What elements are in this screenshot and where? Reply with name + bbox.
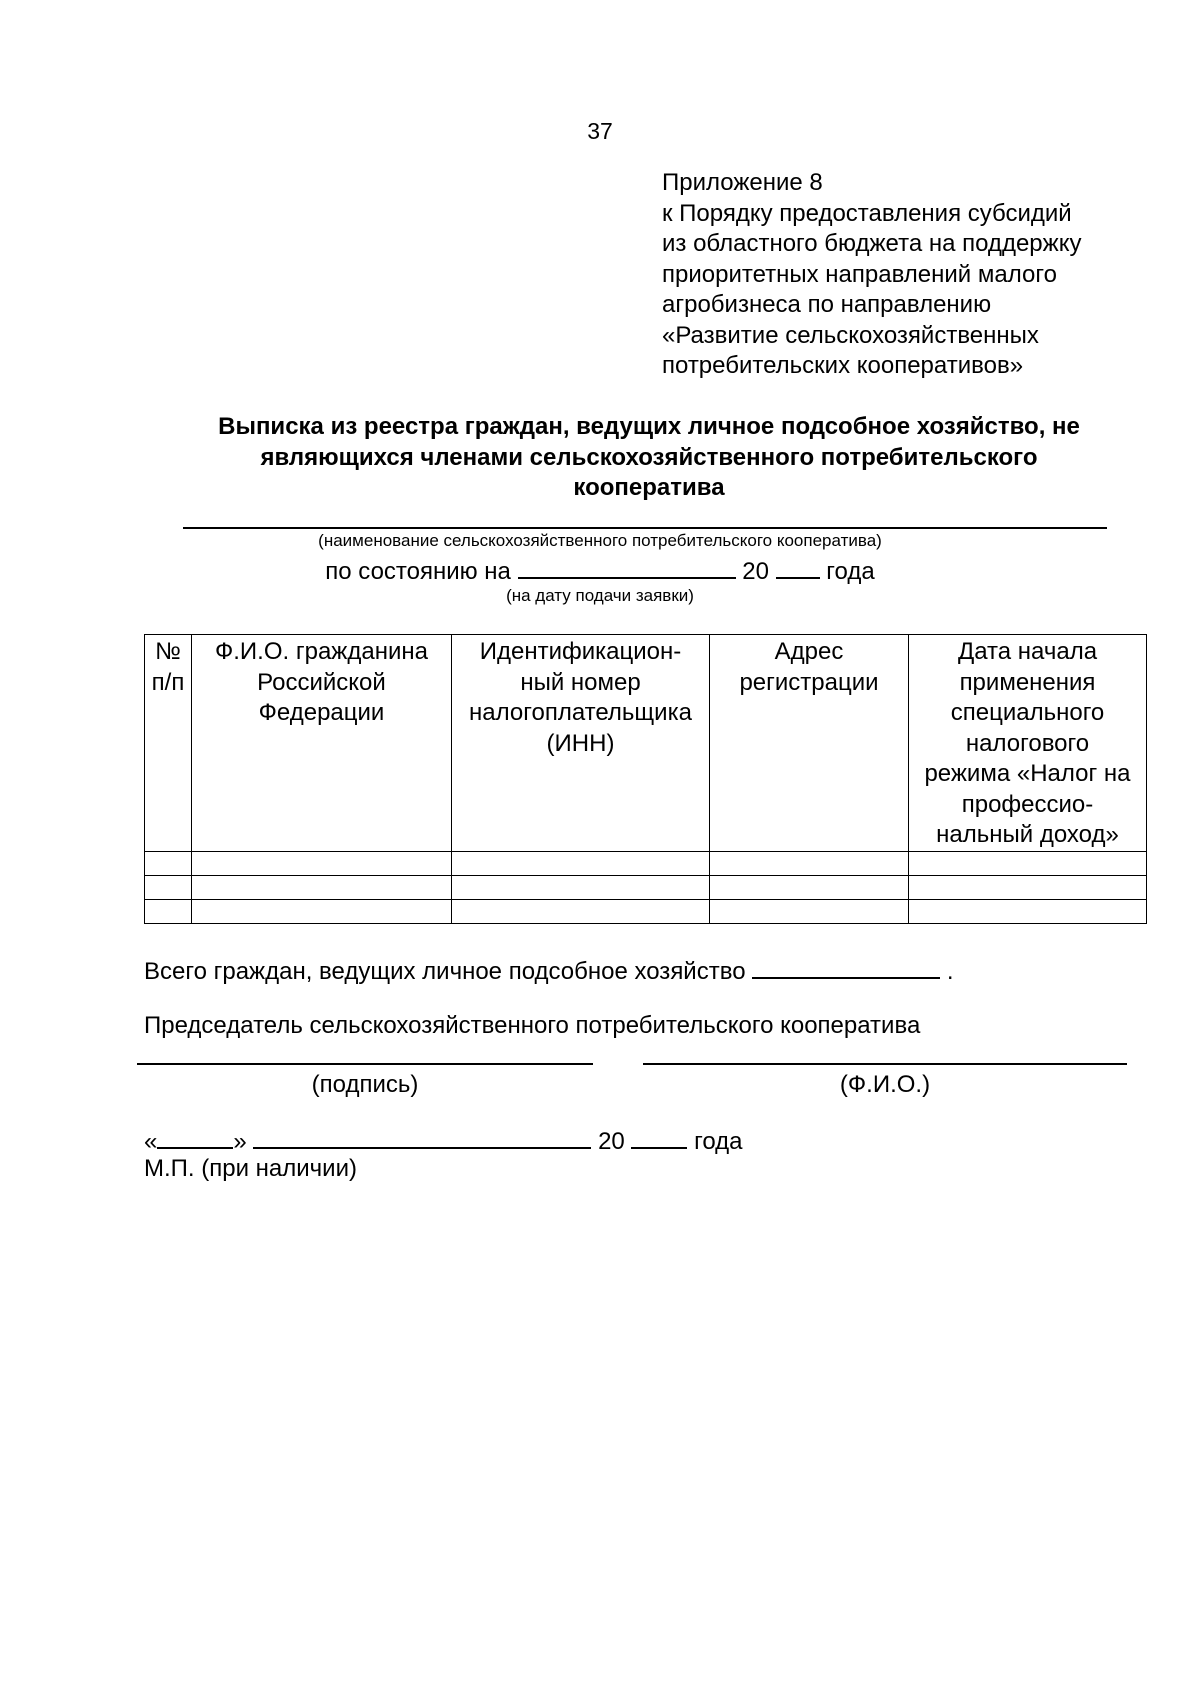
- table-cell[interactable]: [909, 875, 1147, 899]
- total-citizens-label: Всего граждан, ведущих личное подсобное хозяйство: [144, 958, 746, 985]
- column-header-tax-regime-date: Дата начала применения специального налогового режима «Налог на профессио- нальный доход»: [909, 635, 1147, 852]
- appendix-line: потребительских кооперативов»: [662, 352, 1024, 379]
- table-cell[interactable]: [710, 899, 909, 923]
- total-citizens-end: .: [946, 958, 954, 985]
- appendix-line: из областного бюджета на поддержку: [662, 230, 1082, 257]
- chairman-label: Председатель сельскохозяйственного потребительского кооператива: [144, 1012, 921, 1039]
- cooperative-name-line: [183, 527, 1107, 529]
- registry-table: [144, 634, 1147, 924]
- appendix-line: агробизнеса по направлению: [662, 291, 992, 318]
- signature-caption: (подпись): [311, 1071, 419, 1098]
- total-citizens-line: [144, 955, 954, 986]
- appendix-line: приоритетных направлений малого: [662, 260, 1057, 288]
- table-header-row: [145, 635, 1147, 852]
- date-close-quote: »: [233, 1128, 247, 1155]
- column-header-address: Адрес регистрации: [710, 635, 909, 852]
- table-cell[interactable]: [452, 851, 710, 875]
- title-line: Выписка из реестра граждан, ведущих личное подсобное хозяйство, не: [218, 413, 1080, 440]
- title-line: являющихся членами сельскохозяйственного потребительского: [260, 443, 1038, 471]
- table-row: [145, 875, 1147, 899]
- date-year-blank: [631, 1125, 687, 1149]
- full-name-caption: (Ф.И.О.): [839, 1071, 931, 1098]
- cooperative-name-caption: (наименование сельскохозяйственного потребительского кооператива): [318, 531, 882, 550]
- as-of-line: [0, 555, 1200, 586]
- table-cell[interactable]: [452, 899, 710, 923]
- table-cell[interactable]: [192, 851, 452, 875]
- full-name-line: [643, 1063, 1127, 1065]
- date-year-prefix: 20: [598, 1128, 625, 1155]
- table-cell[interactable]: [710, 851, 909, 875]
- table-cell[interactable]: [909, 899, 1147, 923]
- stamp-note: М.П. (при наличии): [144, 1155, 357, 1182]
- table-cell[interactable]: [909, 851, 1147, 875]
- page-number: 37: [587, 118, 613, 144]
- title-line: кооператива: [573, 474, 725, 501]
- as-of-year-blank: [776, 555, 820, 579]
- as-of-caption: (на дату подачи заявки): [506, 586, 694, 605]
- as-of-year-prefix: 20: [742, 558, 769, 585]
- column-header-number: № п/п: [145, 635, 192, 852]
- table-cell[interactable]: [145, 899, 192, 923]
- total-citizens-blank: [752, 955, 940, 979]
- date-month-blank: [253, 1125, 591, 1149]
- as-of-date-blank: [518, 555, 736, 579]
- date-line: [144, 1125, 743, 1156]
- appendix-header: [662, 168, 1182, 382]
- table-cell[interactable]: [452, 875, 710, 899]
- table-cell[interactable]: [192, 875, 452, 899]
- appendix-line: Приложение 8: [662, 169, 823, 196]
- column-header-inn: Идентификацион- ный номер налогоплательщика (ИНН): [452, 635, 710, 852]
- appendix-line: «Развитие сельскохозяйственных: [662, 321, 1039, 349]
- table-row: [145, 851, 1147, 875]
- as-of-suffix: года: [826, 558, 875, 585]
- appendix-line: к Порядку предоставления субсидий: [662, 199, 1072, 227]
- date-open-quote: «: [144, 1128, 158, 1155]
- table-cell[interactable]: [145, 875, 192, 899]
- document-title: [150, 412, 1148, 504]
- table-cell[interactable]: [710, 875, 909, 899]
- signature-line: [137, 1063, 593, 1065]
- date-suffix: года: [694, 1128, 743, 1155]
- as-of-prefix: по состоянию на: [325, 558, 511, 585]
- date-day-blank: [157, 1125, 233, 1149]
- table-row: [145, 899, 1147, 923]
- table-cell[interactable]: [145, 851, 192, 875]
- table-cell[interactable]: [192, 899, 452, 923]
- column-header-full-name: Ф.И.О. гражданина Российской Федерации: [192, 635, 452, 852]
